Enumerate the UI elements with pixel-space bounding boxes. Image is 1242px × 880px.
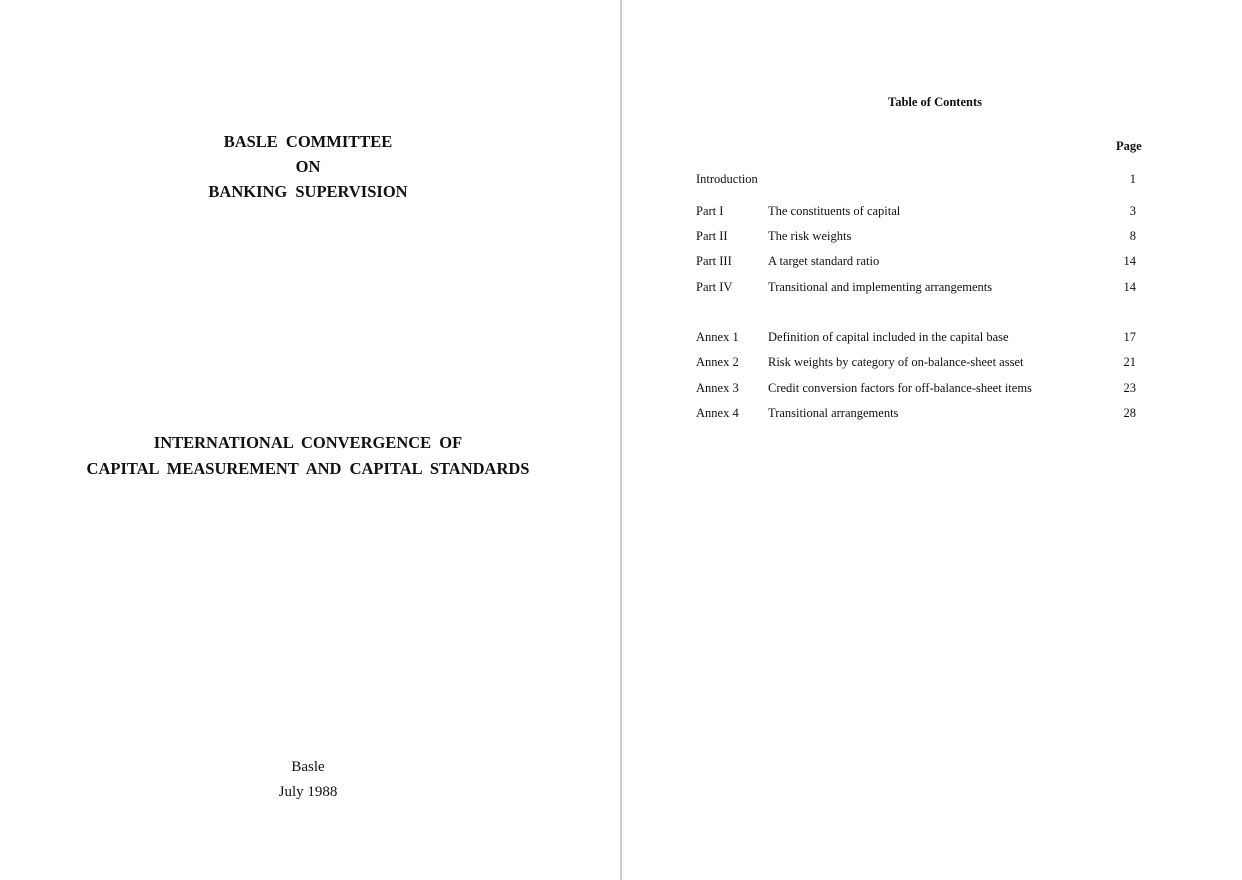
- toc-entry-label: Part I: [696, 204, 724, 218]
- toc-entry-title: The constituents of capital: [768, 204, 901, 218]
- toc-entry-page: 3: [1129, 204, 1136, 218]
- toc-entry-part-2[interactable]: [696, 227, 1136, 245]
- toc-entry-title: The risk weights: [768, 229, 852, 243]
- toc-entry-part-3[interactable]: [696, 252, 1136, 270]
- toc-entry-label: Annex 3: [696, 381, 739, 395]
- toc-entry-annex-4[interactable]: [696, 404, 1136, 422]
- toc-entry-label: Annex 2: [696, 355, 739, 369]
- title-line: CAPITAL MEASUREMENT AND CAPITAL STANDARDS: [86, 459, 530, 478]
- title-line: INTERNATIONAL CONVERGENCE OF: [153, 433, 463, 452]
- committee-name: [0, 129, 616, 204]
- toc-entry-page: 23: [1123, 381, 1136, 395]
- committee-line: ON: [295, 157, 321, 176]
- toc-entry-annex-3[interactable]: [696, 379, 1136, 397]
- toc-entry-label: Part IV: [696, 280, 733, 294]
- toc-entry-page: 1: [1129, 172, 1136, 186]
- toc-entry-title: Risk weights by category of on-balance-sheet asset: [768, 355, 1024, 369]
- toc-entry-title: Definition of capital included in the capital base: [768, 330, 1009, 344]
- toc-entry-page: 28: [1123, 406, 1136, 420]
- toc-entry-annex-2[interactable]: [696, 353, 1136, 371]
- toc-entry-label: Part III: [696, 254, 732, 268]
- toc-entry-title: A target standard ratio: [768, 254, 880, 268]
- publication-info: [0, 755, 616, 805]
- toc-entry-page: 14: [1123, 254, 1136, 268]
- toc-entry-label: Part II: [696, 229, 728, 243]
- toc-entry-page: 8: [1129, 229, 1136, 243]
- toc-entry-title: Transitional arrangements: [768, 406, 899, 420]
- toc-entry-part-4[interactable]: [696, 278, 1136, 296]
- committee-line: BASLE COMMITTEE: [223, 132, 393, 151]
- toc-entry-label: Annex 1: [696, 330, 739, 344]
- toc-entry-title: Credit conversion factors for off-balance-sheet items: [768, 381, 1032, 395]
- toc-entry-title: Transitional and implementing arrangements: [768, 280, 993, 294]
- toc-entry-label: Annex 4: [696, 406, 739, 420]
- toc-page: [622, 0, 1242, 880]
- document-title: [0, 430, 616, 482]
- toc-entry-label: Introduction: [696, 172, 758, 186]
- page-column-header: Page: [1116, 139, 1142, 153]
- toc-entry-page: 17: [1123, 330, 1136, 344]
- toc-entry-introduction[interactable]: [696, 170, 1136, 188]
- toc-entry-page: 14: [1123, 280, 1136, 294]
- toc-heading: Table of Contents: [888, 95, 982, 109]
- publication-date: July 1988: [278, 784, 338, 800]
- toc-entry-page: 21: [1123, 355, 1136, 369]
- toc-entry-part-1[interactable]: [696, 202, 1136, 220]
- cover-page: [0, 0, 620, 880]
- toc-entry-annex-1[interactable]: [696, 328, 1136, 346]
- committee-line: BANKING SUPERVISION: [208, 182, 408, 201]
- publication-place: Basle: [291, 759, 325, 775]
